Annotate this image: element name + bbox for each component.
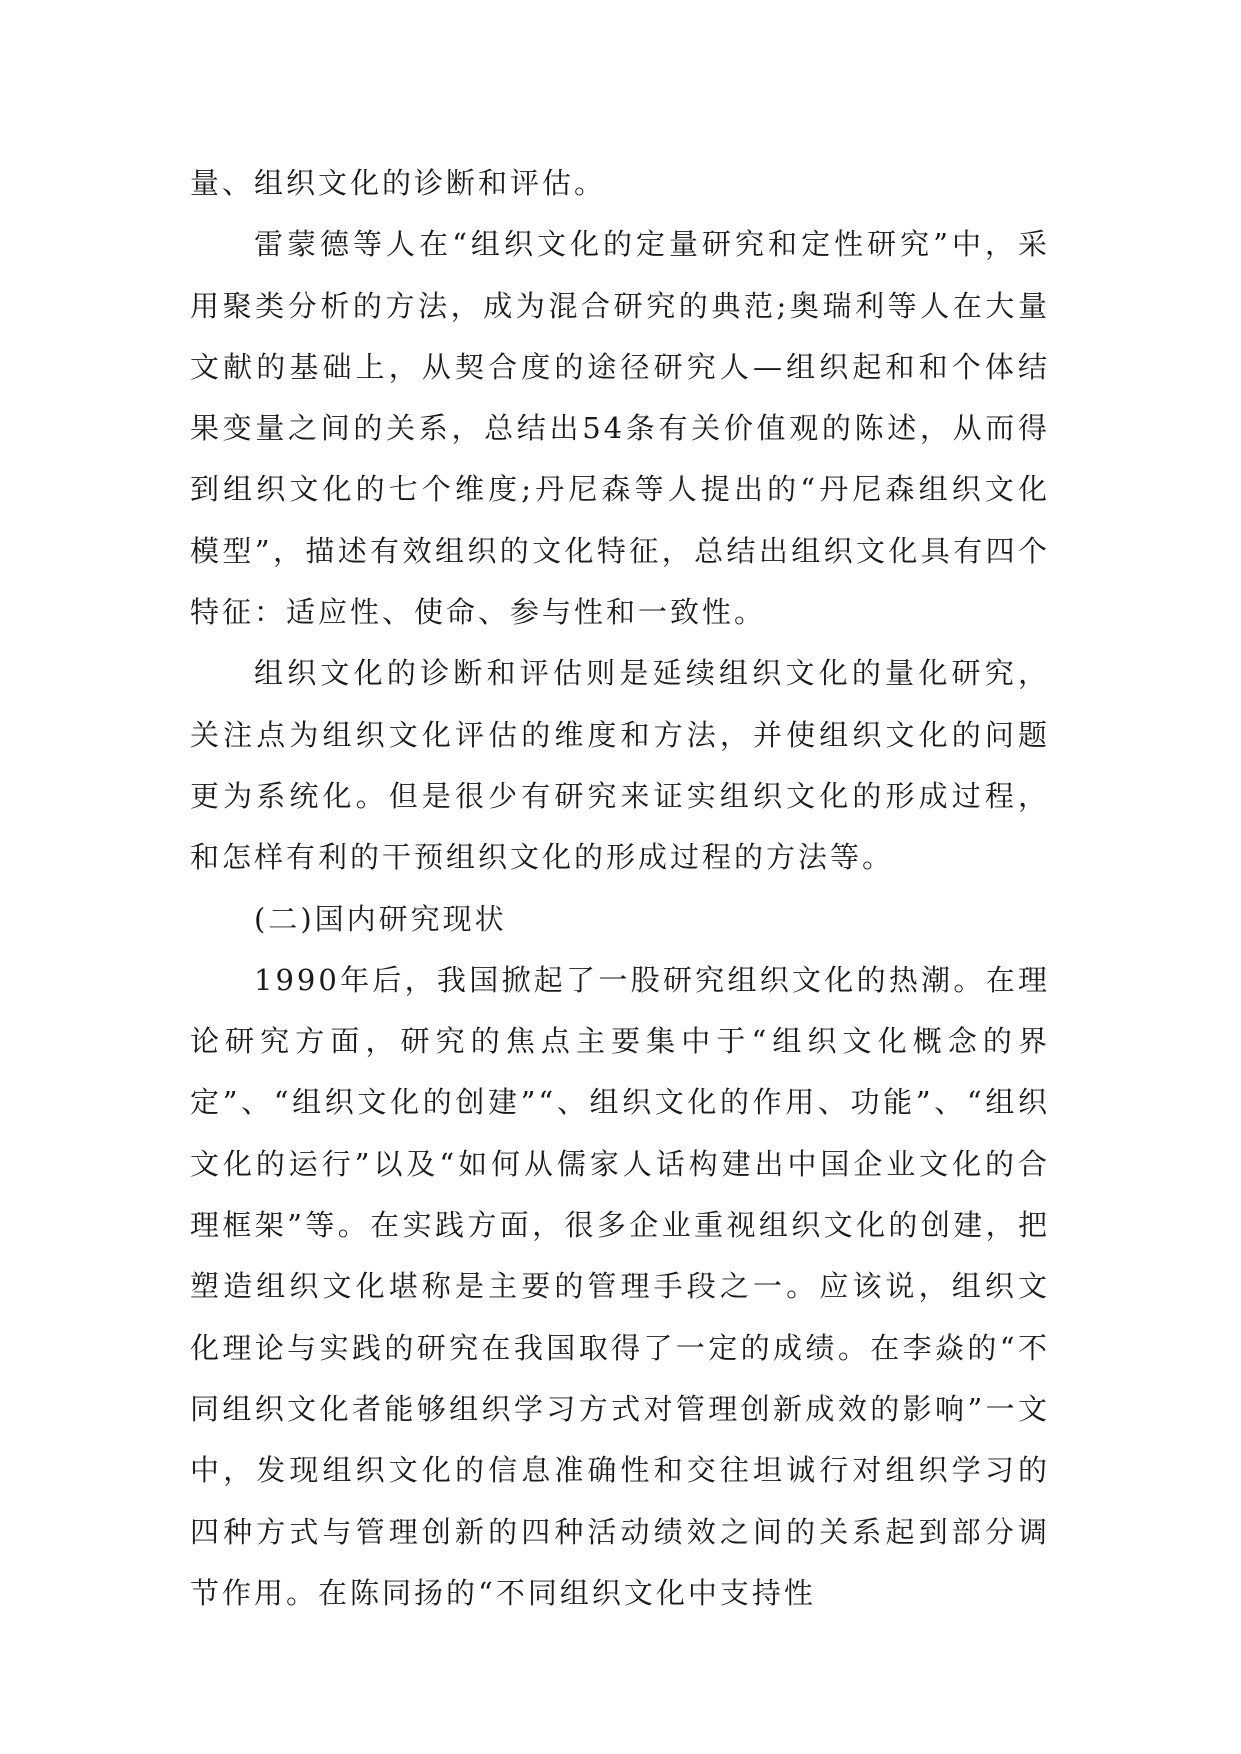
paragraph-diagnosis-evaluation: 组织文化的诊断和评估则是延续组织文化的量化研究，关注点为组织文化评估的维度和方法，并使组织文化的问题更为系统化。但是很少有研究来证实组织文化的形成过程，和怎样有利的干预组织文化的形成过程的方法等。 [190,656,1050,875]
section-heading-domestic-research: (二)国内研究现状 [254,901,507,936]
paragraph-domestic-research: 1990年后，我国掀起了一股研究组织文化的热潮。在理论研究方面，研究的焦点主要集中于“组织文化概念的界定”、“组织文化的创建”“、组织文化的作用、功能”、“组织文化的运行”以及“如何从儒家人话构建出中国企业文化的合理框架”等。在实践方面，很多企业重视组织文化的创建，把塑造组织文化堪称是主要的管理手段之一。应该说，组织文化理论与实践的研究在我国取得了一定的成绩。在李焱的“不同组织文化者能够组织学习方式对管理创新成效的影响”一文中，发现组织文化的信息准确性和交往坦诚行对组织学习的四种方式与管理创新的四种活动绩效之间的关系起到部分调节作用。在陈同扬的“不同组织文化中支持性 [190,962,1050,1610]
paragraph-western-research: 雷蒙德等人在“组织文化的定量研究和定性研究”中，采用聚类分析的方法，成为混合研究的典范;奥瑞利等人在大量文献的基础上，从契合度的途径研究人—组织起和和个体结果变量之间的关系，总结出54条有关价值观的陈述，从而得到组织文化的七个维度;丹尼森等人提出的“丹尼森组织文化模型”，描述有效组织的文化特征，总结出组织文化具有四个特征：适应性、使命、参与性和一致性。 [190,227,1050,630]
body-text [190,153,1050,1624]
paragraph-continuation: 量、组织文化的诊断和评估。 [190,166,607,200]
